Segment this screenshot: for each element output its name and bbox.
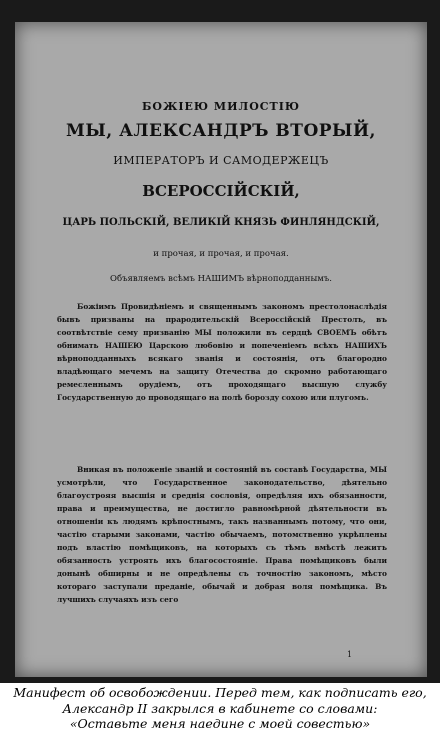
manifesto-page — [15, 22, 427, 677]
heading-emperor-title: ИМПЕРАТОРЪ И САМОДЕРЖЕЦЪ — [113, 154, 329, 167]
paragraph-2: Вникая въ положеніе званій и состояній въ составѣ Государства, МЫ усмотрѣли, что Государственное законодательство, дѣятельно благоустрояя высшія и среднія сословія, опредѣляя ихъ обязанности, права и преимущества, не достигло равномѣрной дѣятельности въ отношеніи къ людямъ крѣпостнымъ, такъ названнымъ потому, что они, частію старыми законами, частію обычаемъ, потомственно укрѣплены подъ властію помѣщиковъ, на которыхъ съ тѣмъ вмѣстѣ лежитъ обязанность устроять ихъ благосостояніе. Права помѣщиковъ были донынѣ обширны и не опредѣлены съ точностію закономъ, мѣсто котораго заступали преданіе, обычай и добрая воля помѣщика. Въ лучшихъ случаяхъ изъ сего — [57, 465, 387, 604]
heading-announcement: Объявляемъ всѣмъ НАШИМЪ вѣрноподданнымъ. — [110, 274, 332, 284]
photo-caption — [0, 685, 440, 732]
caption-line-2: Александр II закрылся в кабинете со словами: — [62, 700, 378, 716]
heading-emperor-name: МЫ, АЛЕКСАНДРЪ ВТОРЫЙ, — [66, 121, 376, 141]
heading-by-grace: БОЖІЕЮ МИЛОСТІЮ — [141, 100, 301, 113]
heading-all-russian: ВСЕРОССІЙСКІЙ, — [142, 182, 300, 200]
heading-tsar-of-poland: ЦАРЬ ПОЛЬСКІЙ, ВЕЛИКІЙ КНЯЗЬ ФИНЛЯНДСКІЙ, — [62, 217, 380, 228]
heading-etcetera: и прочая, и прочая, и прочая. — [153, 249, 289, 259]
caption-line-1: Манифест об освобождении. Перед тем, как подписать его, — [13, 685, 427, 700]
paragraph-1: Божіимъ Провидѣніемъ и священнымъ закономъ престолонаслѣдія бывъ призваны на прародительскій Всероссійскій Престолъ, въ соотвѣтствіе сему призванію МЫ положили въ сердцѣ СВОЕМЪ обѣтъ обнимать НАШЕЮ Царскою любовію и попеченіемъ всѣхъ НАШИХЪ вѣрноподданныхъ всякаго званія и состоянія, отъ благородно владѣющаго мечемъ на защиту Отечества до скромно работающаго ремесленнымъ орудіемъ, отъ проходящаго высшую службу Государственную до проводящаго на полѣ бороздy сохою или плугомъ. — [57, 302, 387, 402]
page-number: 1 — [347, 650, 353, 659]
caption-line-3: «Оставьте меня наедине с моей совестью» — [69, 716, 371, 731]
